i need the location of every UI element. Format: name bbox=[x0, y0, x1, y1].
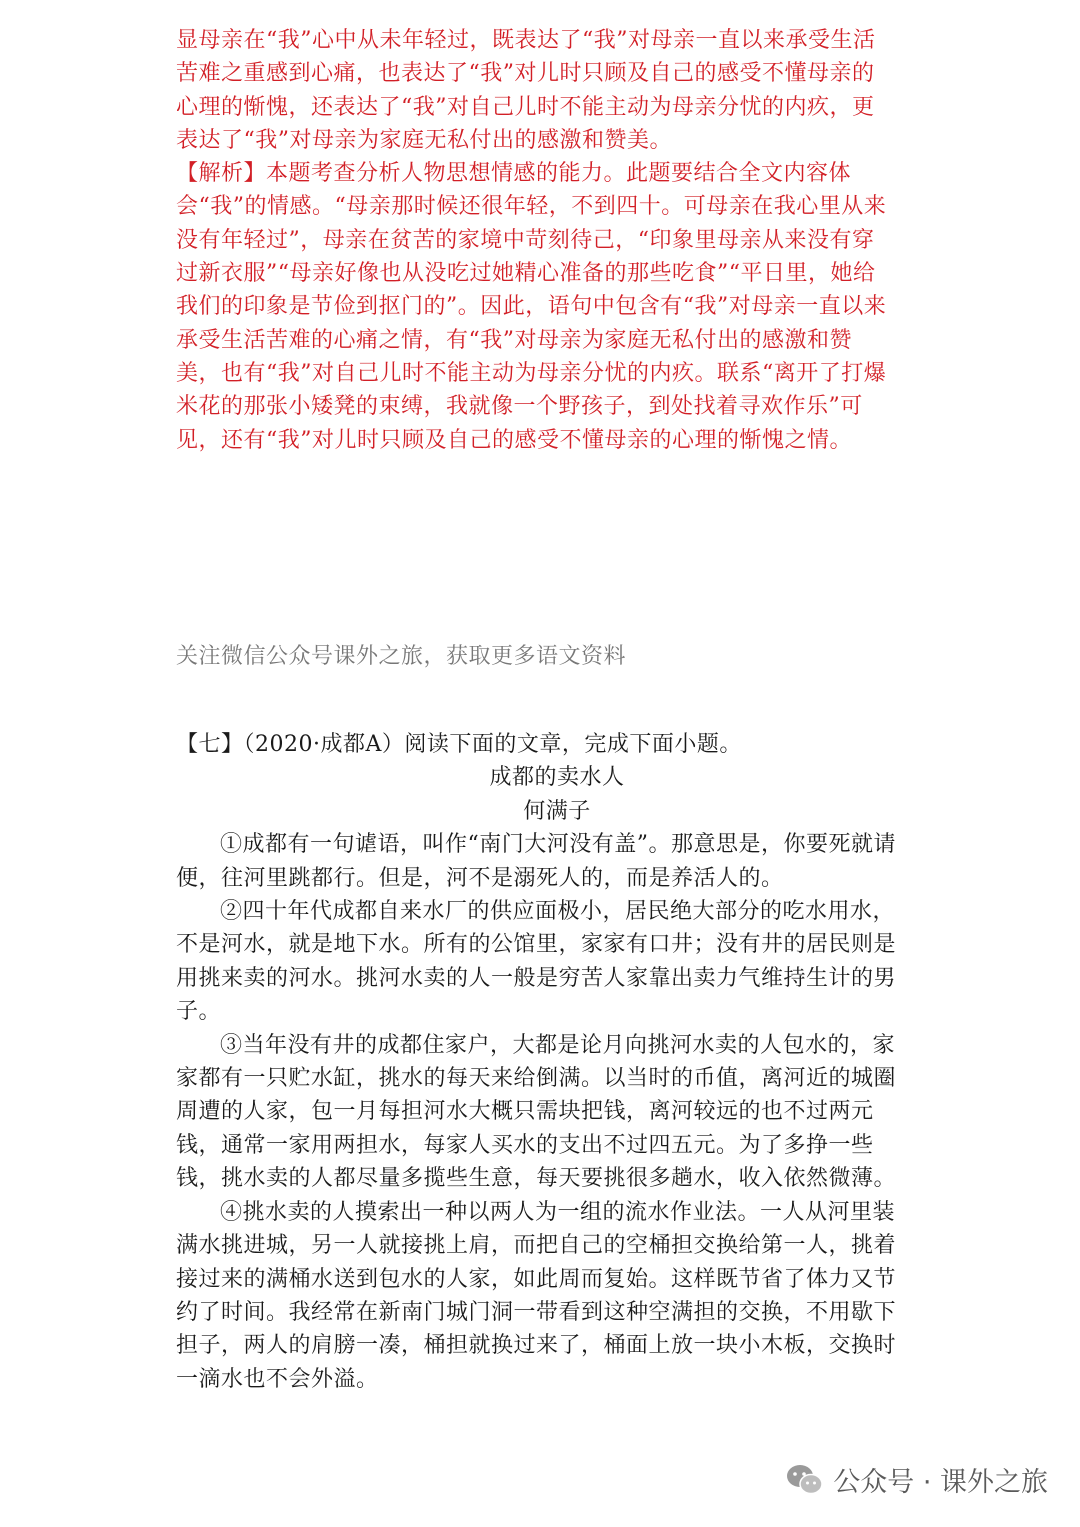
wechat-icon bbox=[785, 1463, 825, 1497]
article-paragraph: ④挑水卖的人摸索出一种以两人为一组的流水作业法。一人从河里装满水挑进城，另一人就接挑上肩，而把自己的空桶担交换给第一人，挑着接过来的满桶水送到包水的人家，如此周而复始。这样既节省了体力又节约了时间。我经常在新南门城门洞一带看到这种空满担的交换，不用歇下担子，两人的肩膀一凑，桶担就换过来了，桶面上放一块小木板，交换时一滴水也不会外溢。 bbox=[176, 1199, 897, 1392]
article-title: 成都的卖水人 bbox=[489, 765, 625, 791]
analysis-label: 【解析】 bbox=[176, 161, 267, 187]
article-paragraph: ③当年没有井的成都住家户，大都是论月向挑河水卖的人包水的，家家都有一只贮水缸，挑水的每天来给倒满。以当时的币值，离河近的城圈周遭的人家，包一月每担河水大概只需块把钱，离河较远的也不过两元钱，通常一家用两担水，每家人买水的支出不过四五元。为了多挣一些钱，挑水卖的人都尽量多揽些生意，每天要挑很多趟水，收入依然微薄。 bbox=[176, 1032, 897, 1192]
article-paragraph: ②四十年代成都自来水厂的供应面极小，居民绝大部分的吃水用水，不是河水，就是地下水。所有的公馆里，家家有口井；没有井的居民则是用挑来卖的河水。挑河水卖的人一般是穷苦人家靠出卖力气维持生计的男子。 bbox=[176, 899, 897, 1025]
analysis-text: 本题考查分析人物思想情感的能力。此题要结合全文内容体会“我”的情感。“母亲那时候还很年轻，不到四十。可母亲在我心里从来没有年轻过”，母亲在贫苦的家境中苛刻待己，“印象里母亲从来没有穿过新衣服”“母亲好像也从没吃过她精心准备的那些吃食”“平日里，她给我们的印象是节俭到抠门的”。因此，语句中包含有“我”对母亲一直以来承受生活苦难的心痛之情，有“我”对母亲为家庭无私付出的感激和赞美，也有“我”对自己儿时不能主动为母亲分忧的内疚。联系“离开了打爆米花的那张小矮凳的束缚，我就像一个野孩子，到处找着寻欢作乐”可见，还有“我”对儿时只顾及自己的感受不懂母亲的心理的惭愧之情。 bbox=[176, 161, 887, 453]
watermark-label: 公众号 · 课外之旅 bbox=[833, 1467, 1048, 1498]
reading-question bbox=[176, 728, 898, 1396]
question-header: 【七】（2020·成都A）阅读下面的文章，完成下面小题。 bbox=[176, 732, 742, 757]
answer-text: 显母亲在“我”心中从未年轻过，既表达了“我”对母亲一直以来承受生活苦难之重感到心痛，也表达了“我”对儿时只顾及自己的感受不懂母亲的心理的惭愧，还表达了“我”对自己儿时不能主动为母亲分忧的内疚，更表达了“我”对母亲为家庭无私付出的感激和赞美。 bbox=[176, 28, 876, 153]
analysis-paragraph bbox=[176, 157, 888, 457]
article-author: 何满子 bbox=[523, 798, 591, 824]
answer-block bbox=[176, 24, 888, 457]
article-paragraph: ①成都有一句谑语，叫作“南门大河没有盖”。那意思是，你要死就请便，往河里跳都行。但是，河不是溺死人的，而是养活人的。 bbox=[176, 832, 896, 891]
watermark bbox=[785, 1460, 1048, 1499]
follow-notice: 关注微信公众号课外之旅，获取更多语文资料 bbox=[176, 644, 627, 669]
